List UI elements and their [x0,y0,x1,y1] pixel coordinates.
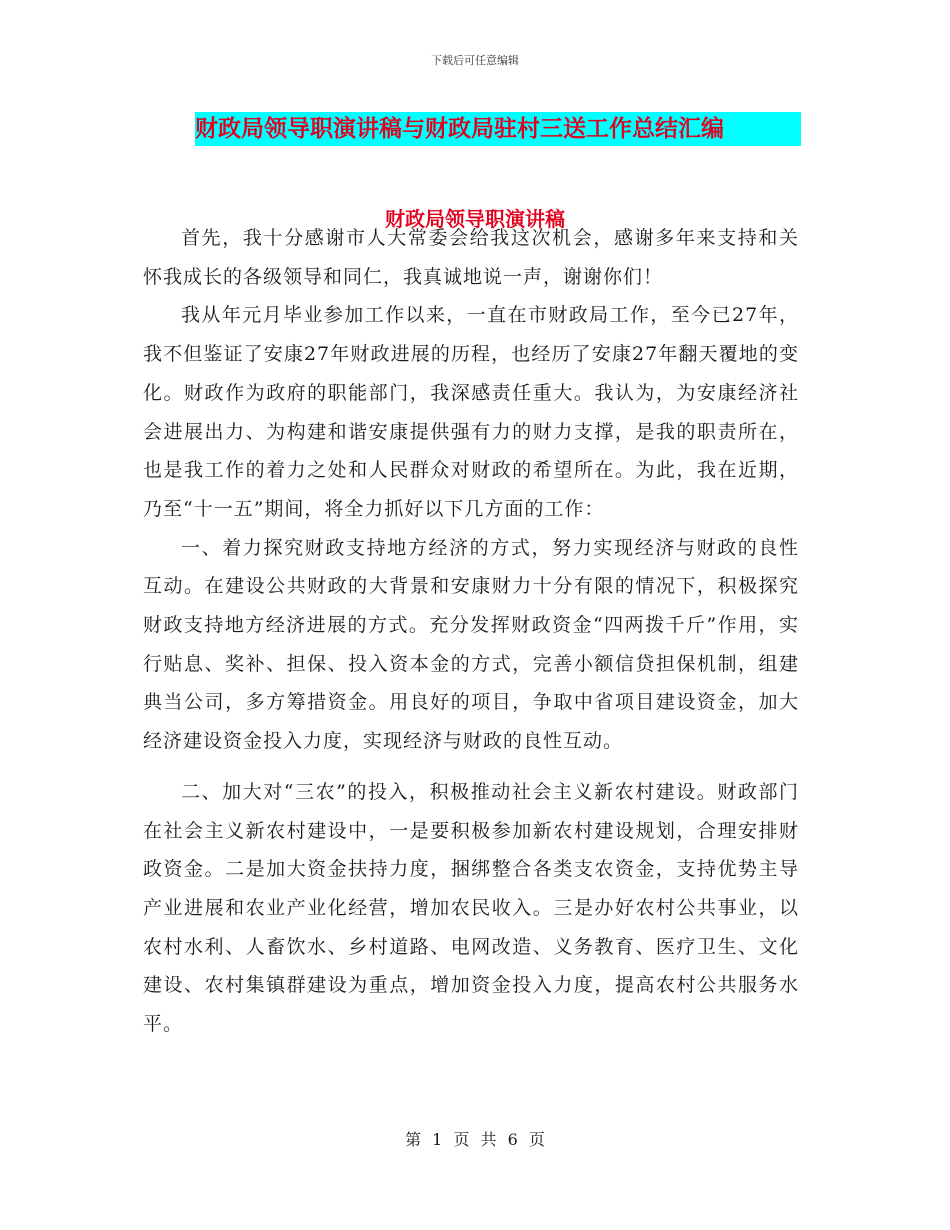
body-text [143,219,799,1044]
section-title: 财政局领导职演讲稿 [385,207,565,231]
paragraph: 首先，我十分感谢市人大常委会给我这次机会，感谢多年来支持和关怀我成长的各级领导和同仁，我真诚地说一声，谢谢你们！ [143,227,799,288]
paragraph: 二、加大对“三农”的投入，积极推动社会主义新农村建设。财政部门在社会主义新农村建设中，一是要积极参加新农村建设规划，合理安排财政资金。二是加大资金扶持力度，捆绑整合各类支农资金，支持优势主导产业进展和农业产业化经营，增加农民收入。三是办好农村公共事业，以农村水利、人畜饮水、乡村道路、电网改造、义务教育、医疗卫生、文化建设、农村集镇群建设为重点，增加资金投入力度，提高农村公共服务水平。 [143,780,799,1036]
paragraph: 一、着力探究财政支持地方经济的方式，努力实现经济与财政的良性互动。在建设公共财政的大背景和安康财力十分有限的情况下，积极探究财政支持地方经济进展的方式。充分发挥财政资金“四两拨千斤”作用，实行贴息、奖补、担保、投入资本金的方式，完善小额信贷担保机制，组建典当公司，多方筹措资金。用良好的项目，争取中省项目建设资金，加大经济建设资金投入力度，实现经济与财政的良性互动。 [143,536,799,753]
document-title: 财政局领导职演讲稿与财政局驻村三送工作总结汇编 [195,112,801,146]
paragraph: 我从年元月毕业参加工作以来，一直在市财政局工作，至今已27年，我不但鉴证了安康27年财政进展的历程，也经历了安康27年翻天覆地的变化。财政作为政府的职能部门，我深感责任重大。我认为，为安康经济社会进展出力、为构建和谐安康提供强有力的财力支撑，是我的职责所在，也是我工作的着力之处和人民群众对财政的希望所在。为此，我在近期，乃至“十一五”期间，将全力抓好以下几方面的工作： [143,304,799,520]
page-number: 第 1 页 共 6 页 [405,1130,545,1149]
header-note: 下载后可任意编辑 [431,54,519,67]
